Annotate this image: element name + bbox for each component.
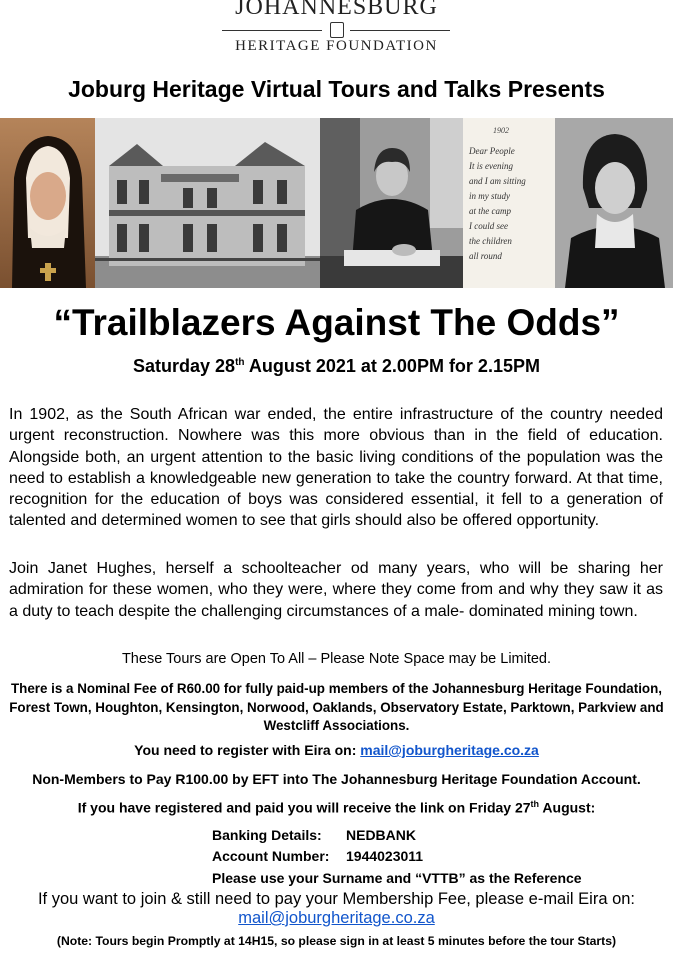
open-note: These Tours are Open To All – Please Note Space may be Limited.: [121, 651, 552, 667]
photo-woman-writing: [320, 118, 463, 288]
account-number: Account Number: 1944023011: [212, 848, 424, 864]
photo-victorian-woman: [555, 118, 673, 288]
final-note: (Note: Tours begin Promptly at 14H15, so please sign in at least 5 minutes before the tour Starts): [56, 934, 617, 948]
logo-emblem-icon: [330, 22, 344, 38]
presents-heading: Joburg Heritage Virtual Tours and Talks Presents: [68, 76, 605, 102]
payment-reference: Please use your Surname and “VTTB” as the Reference: [212, 870, 582, 886]
photo-handwritten-letter: 1902 Dear People It is evening and I am sitting in my study at the camp I could see the children all round: [463, 118, 555, 288]
letter-handwriting: Dear People It is evening and I am sitting in my study at the camp I could see the children all round: [469, 146, 526, 261]
membership-join: If you want to join & still need to pay your Membership Fee, please e-mail Eira on: mail@joburgheritage.co.za: [37, 890, 636, 927]
fee-info: There is a Nominal Fee of R60.00 for fully paid-up members of the Johannesburg Heritage Foundation, Forest Town, Houghton, Kensington, Norwood, Oaklands, Observatory Estate, Parktown, Parkview and Westcliff Associations.: [9, 681, 664, 733]
photo-nun-portrait: [0, 118, 95, 288]
logo-rule-right: [350, 30, 450, 31]
nonmember-fee: Non-Members to Pay R100.00 by EFT into The Johannesburg Heritage Foundation Account.: [32, 771, 641, 787]
register-email-link[interactable]: mail@joburgheritage.co.za: [360, 742, 539, 758]
membership-email-link[interactable]: mail@joburgheritage.co.za: [238, 909, 435, 927]
logo-wordmark-bottom: HERITAGE FOUNDATION: [235, 38, 438, 54]
event-date: Saturday 28th August 2021 at 2.00PM for 2.15PM: [133, 356, 540, 376]
link-info: If you have registered and paid you will receive the link on Friday 27th August:: [77, 799, 596, 816]
logo-wordmark-top: JOHANNESBURG: [235, 0, 438, 20]
intro-paragraph: In 1902, as the South African war ended, the entire infrastructure of the country needed urgent reconstruction. Nowhere was this more obvious than in the field of education. Alongside both, an urgent attention to the basic living conditions of the population was the need to establish a knowledgeable new generation to take the country forward. At that time, recognition for the education of boys was considered essential, it fell to a generation of talented and determined women to see that girls should also be offered opportunity.: [9, 406, 663, 530]
logo-rule-left: [222, 30, 322, 31]
photo-strip: [0, 118, 673, 288]
banking-details: Banking Details: NEDBANK: [212, 827, 416, 843]
photo-school-building: [95, 118, 320, 288]
speaker-paragraph: Join Janet Hughes, herself a schoolteacher od many years, who will be sharing her admiration for these women, who they were, where they come from and why they saw it as a duty to teach despite the challenging circumstances of a male- dominated mining town.: [9, 560, 663, 620]
register-line: You need to register with Eira on: mail@joburgheritage.co.za: [134, 742, 539, 758]
event-title: “Trailblazers Against The Odds”: [53, 302, 620, 343]
